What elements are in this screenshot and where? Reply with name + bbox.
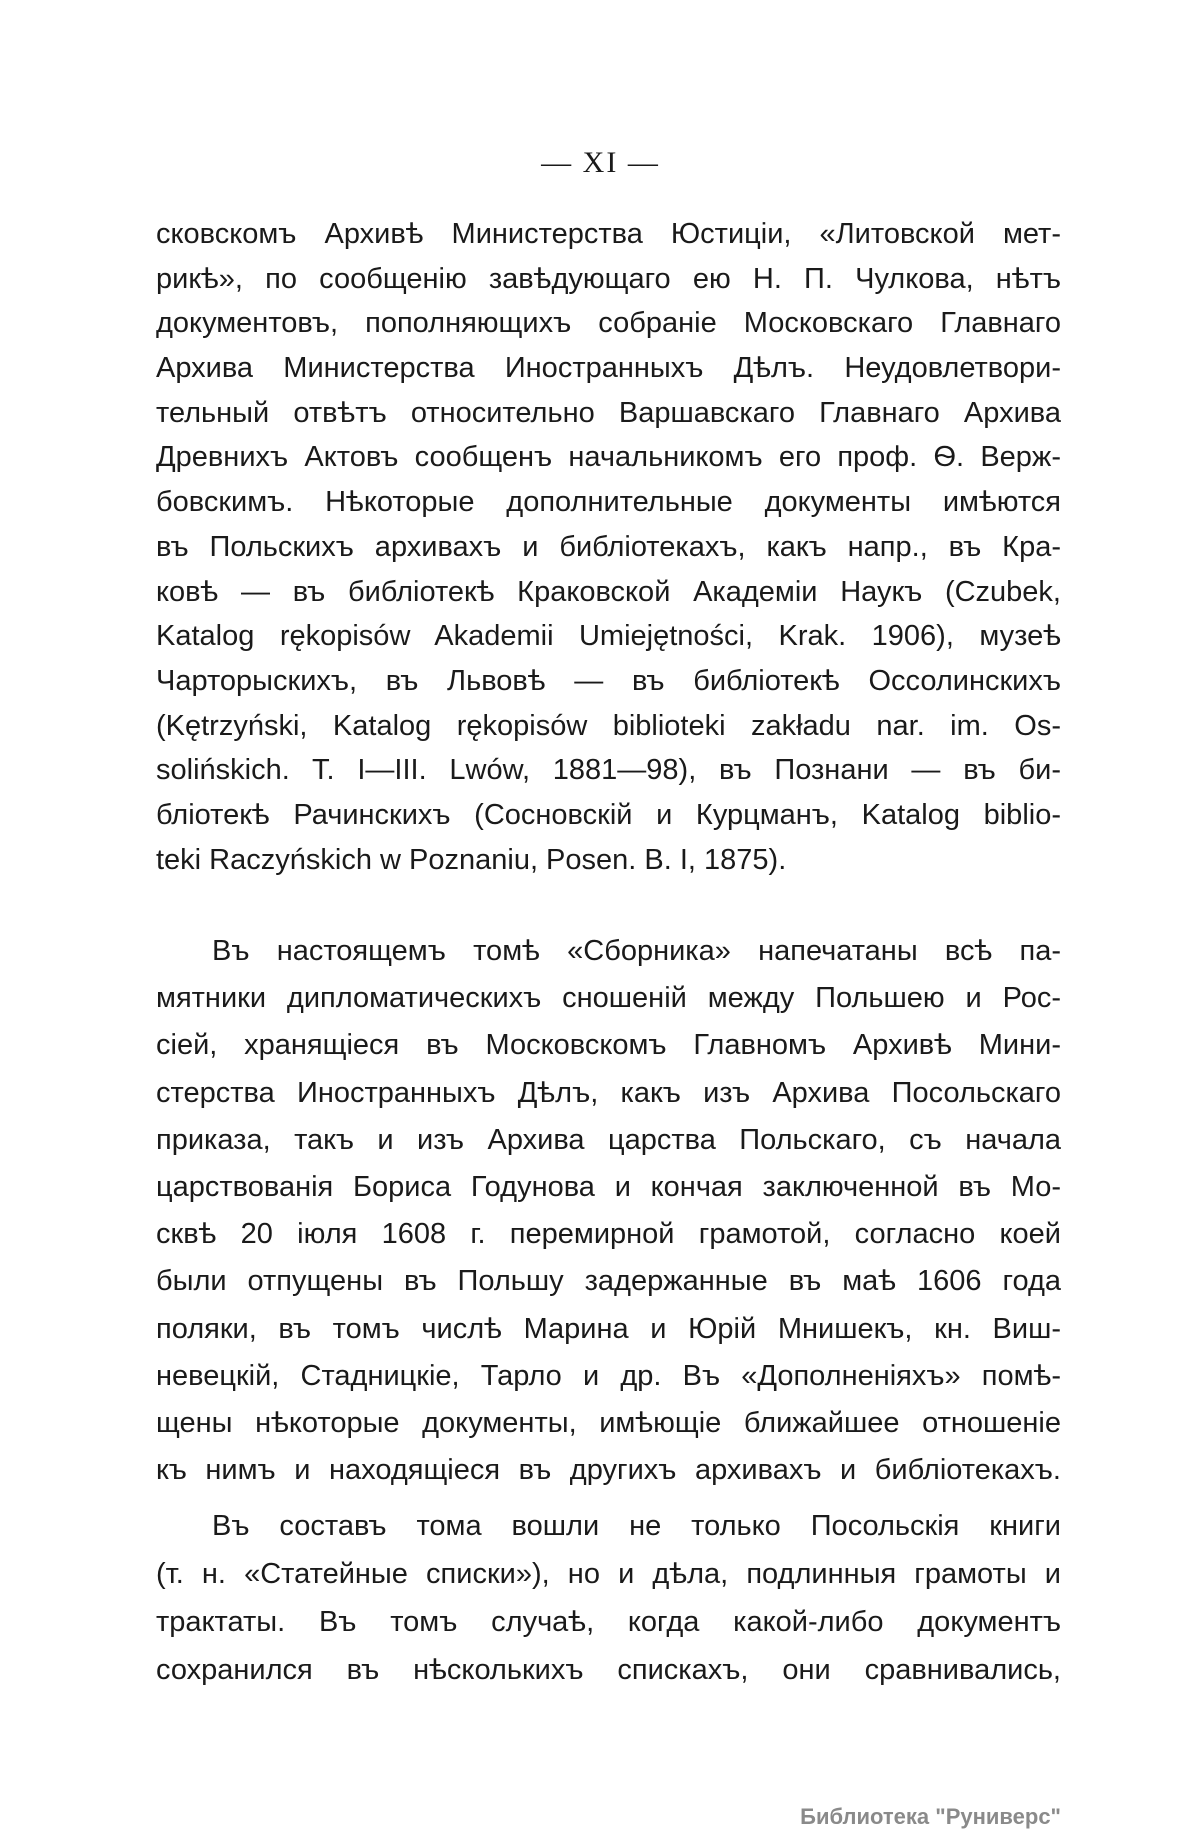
text-line: Чарторыскихъ, въ Львовѣ — въ библіотекѣ Оссолинскихъ	[156, 664, 1061, 697]
text-line: документовъ, пополняющихъ собраніе Московскаго Главнаго	[156, 307, 1061, 340]
paragraph-2	[156, 928, 1061, 1494]
text-line: поляки, въ томъ числѣ Марина и Юрій Мнишекъ, кн. Виш-	[156, 1312, 1061, 1345]
paragraph-3	[156, 1502, 1061, 1694]
text-line: бліотекѣ Рачинскихъ (Сосновскій и Курцманъ, Katalog biblio-	[156, 798, 1061, 831]
text-line: сквѣ 20 іюля 1608 г. перемирной грамотой, согласно коей	[156, 1218, 1061, 1251]
text-line: тельный отвѣтъ относительно Варшавскаго Главнаго Архива	[156, 396, 1061, 429]
text-line: Въ настоящемъ томѣ «Сборника» напечатаны всѣ па-	[212, 935, 1061, 967]
text-line: въ Польскихъ архивахъ и библіотекахъ, какъ напр., въ Кра-	[156, 530, 1061, 563]
text-line: царствованія Бориса Годунова и кончая заключенной въ Мо-	[156, 1170, 1061, 1203]
page-number: — XI —	[541, 146, 660, 179]
text-line: (Kętrzyński, Katalog rękopisów biblioteki zakładu nar. im. Os-	[156, 709, 1061, 742]
text-line: щены нѣкоторые документы, имѣющіе ближайшее отношеніе	[156, 1406, 1061, 1439]
text-line: Въ составъ тома вошли не только Посольскія книги	[212, 1510, 1061, 1542]
text-line: Архива Министерства Иностранныхъ Дѣлъ. Неудовлетвори-	[156, 352, 1061, 385]
text-line: solińskich. T. I—III. Lwów, 1881—98), въ Познани — въ би-	[156, 754, 1061, 787]
text-line: сохранился въ нѣсколькихъ спискахъ, они сравнивались,	[156, 1654, 1061, 1686]
paragraph-1	[156, 212, 1061, 882]
text-line: teki Raczyńskich w Poznaniu, Posen. B. I, 1875).	[156, 843, 787, 876]
text-line: невецкій, Стадницкіе, Тарло и др. Въ «Дополненіяхъ» помѣ-	[156, 1359, 1061, 1392]
text-line: Katalog rękopisów Akademii Umiejętności, Krak. 1906), музеѣ	[156, 620, 1061, 653]
text-line: были отпущены въ Польшу задержанные въ маѣ 1606 года	[156, 1265, 1061, 1298]
text-line: Древнихъ Актовъ сообщенъ начальникомъ его проф. Ѳ. Верж-	[156, 441, 1061, 474]
text-line: приказа, такъ и изъ Архива царства Польскаго, съ начала	[156, 1123, 1061, 1156]
library-watermark: Библиотека "Руниверс"	[800, 1804, 1061, 1829]
text-line: ковѣ — въ библіотекѣ Краковской Академіи Наукъ (Czubek,	[156, 575, 1061, 608]
text-line: рикѣ», по сообщенію завѣдующаго ею Н. П. Чулкова, нѣтъ	[156, 262, 1061, 295]
text-line: сковскомъ Архивѣ Министерства Юстиціи, «Литовской мет-	[156, 218, 1061, 250]
text-line: трактаты. Въ томъ случаѣ, когда какой-либо документъ	[156, 1606, 1061, 1638]
text-line: къ нимъ и находящіеся въ другихъ архивахъ и библіотекахъ.	[156, 1454, 1061, 1487]
text-line: сіей, хранящіеся въ Московскомъ Главномъ Архивѣ Мини-	[156, 1029, 1061, 1062]
text-line: бовскимъ. Нѣкоторые дополнительные документы имѣются	[156, 486, 1061, 519]
text-line: (т. н. «Статейные списки»), но и дѣла, подлинныя грамоты и	[156, 1558, 1061, 1590]
text-line: мятники дипломатическихъ сношеній между Польшею и Рос-	[156, 982, 1061, 1015]
text-line: стерства Иностранныхъ Дѣлъ, какъ изъ Архива Посольскаго	[156, 1076, 1061, 1109]
